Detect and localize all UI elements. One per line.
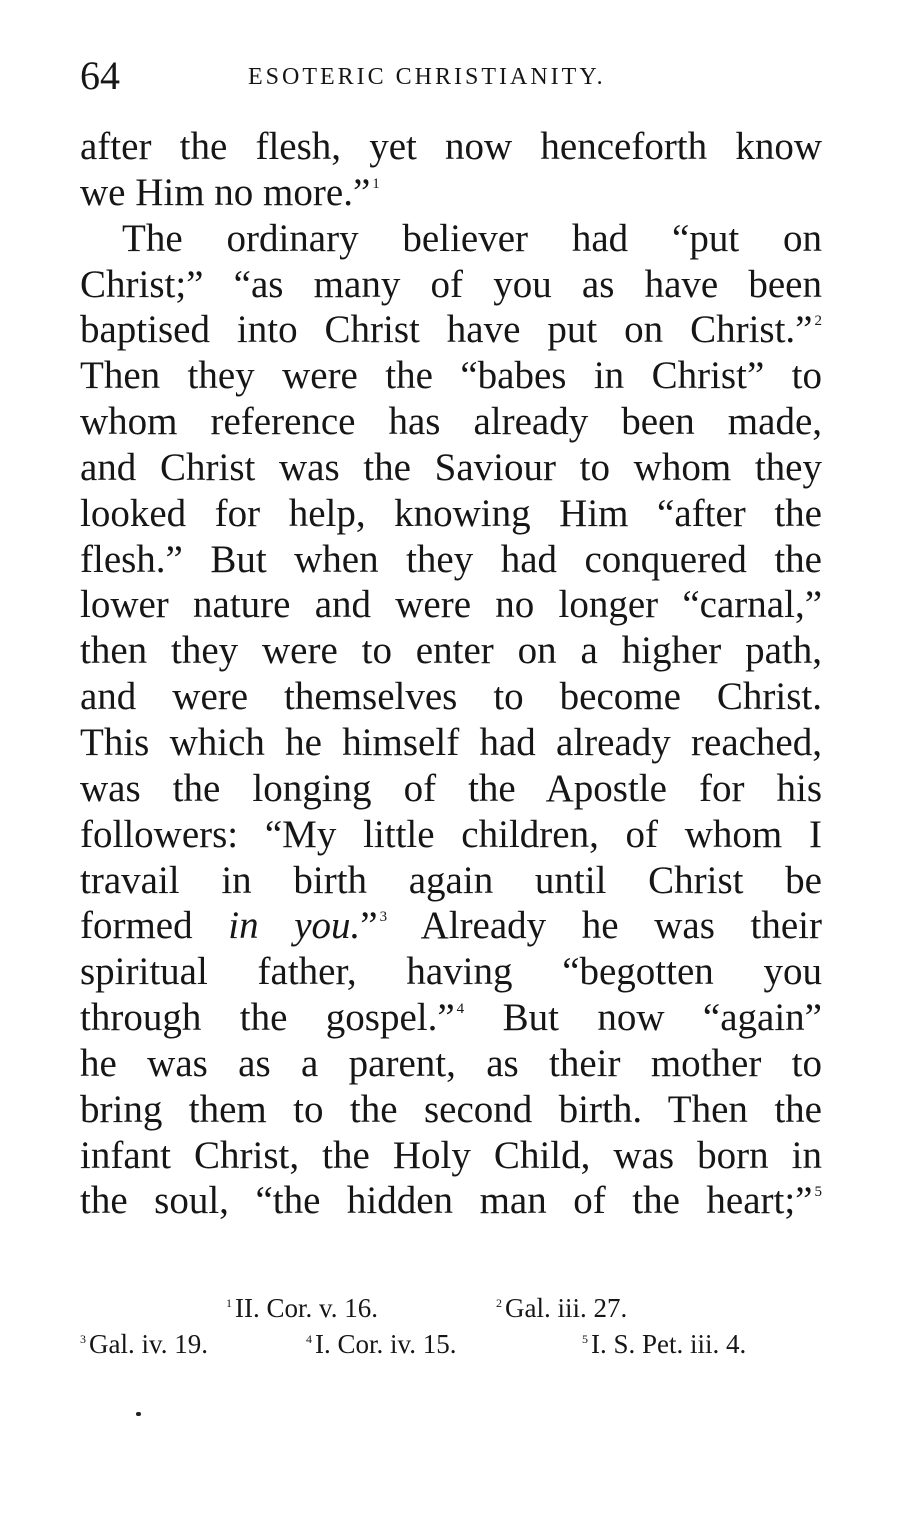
footnotes [80, 1290, 822, 1362]
text-line: he was as a parent, as their mother to [80, 1041, 822, 1085]
footnote-mark: 4 [306, 1332, 312, 1346]
footnote: $^1$ II. Cor. v. 16. [226, 1293, 378, 1323]
text-line: formed in you.” $^3$ Already he was their [80, 904, 822, 948]
text-line: and were themselves to become Christ. [80, 675, 822, 719]
text-line: through the gospel.” $^4$ But now “again” [80, 996, 822, 1040]
footnote-ref: 3 [379, 909, 388, 926]
text-line: we Him no more.” $^1$ [80, 170, 380, 214]
text-line: after the flesh, yet now henceforth know [80, 125, 822, 168]
footnote-ref: 5 [814, 1184, 822, 1201]
text-line: Then they were the “babes in Christ” to [80, 354, 822, 398]
running-title: ESOTERIC CHRISTIANITY. [248, 64, 606, 90]
footnote-mark: 2 [496, 1296, 502, 1310]
text-line: lower nature and were no longer “carnal,” [80, 583, 822, 627]
footnote: $^3$ Gal. iv. 19. [80, 1329, 208, 1359]
text-line: whom reference has already been made, [80, 400, 822, 444]
body-text [80, 124, 822, 1224]
text-line: then they were to enter on a higher path, [80, 629, 822, 673]
footnote-mark: 5 [582, 1332, 588, 1346]
text-line: and Christ was the Saviour to whom they [80, 445, 822, 489]
footnote-ref: 1 [372, 175, 380, 192]
text-line: looked for help, knowing Him “after the [80, 491, 822, 535]
ink-speck [136, 1412, 141, 1416]
running-head [80, 52, 820, 102]
text-line: bring them to the second birth. Then the [80, 1087, 822, 1131]
text-line: infant Christ, the Holy Child, was born in [80, 1133, 822, 1177]
text-line: The ordinary believer had “put on [122, 216, 822, 260]
footnote-ref: 2 [814, 313, 822, 330]
footnote-row [80, 1326, 822, 1362]
text-line: the soul, “the hidden man of the heart;” $^5$ [80, 1179, 822, 1223]
footnote: $^4$ I. Cor. iv. 15. [306, 1329, 457, 1359]
text-line: was the longing of the Apostle for his [80, 766, 822, 810]
footnote-mark: 1 [226, 1296, 232, 1310]
footnote-mark: 3 [80, 1332, 86, 1346]
text-line: spiritual father, having “begotten you [80, 950, 822, 994]
text-line: followers: “My little children, of whom I [80, 812, 822, 856]
text-line: flesh.” But when they had conquered the [80, 537, 822, 581]
text-line: baptised into Christ have put on Christ.” $^2$ [80, 308, 822, 352]
footnote: $^5$ I. S. Pet. iii. 4. [582, 1329, 747, 1359]
page-number: 64 [80, 53, 120, 98]
text-line: Christ;” “as many of you as have been [80, 262, 822, 306]
footnote-ref: 4 [456, 1001, 465, 1018]
footnote: $^2$ Gal. iii. 27. [496, 1293, 628, 1323]
footnote-row [80, 1290, 822, 1326]
text-line: This which he himself had already reached, [80, 720, 822, 764]
italic-phrase: in you. [228, 904, 361, 948]
text-line: travail in birth again until Christ be [80, 858, 822, 902]
